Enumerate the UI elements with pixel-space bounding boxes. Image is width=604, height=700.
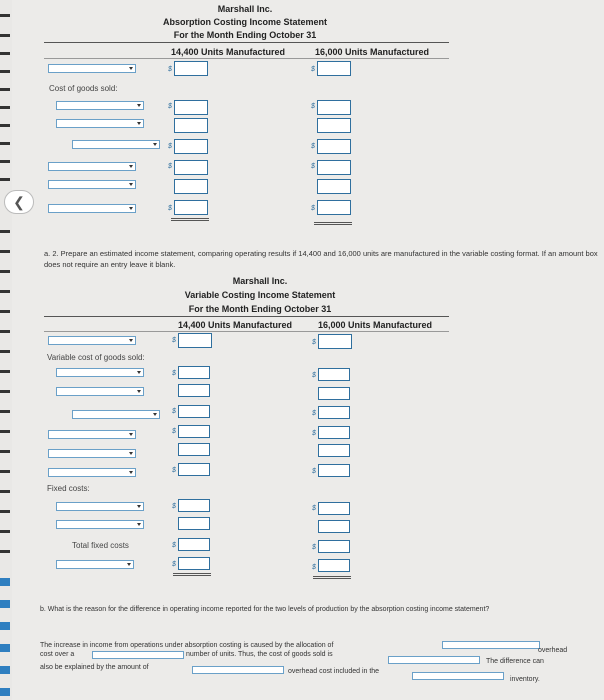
amount-input[interactable] <box>318 387 350 400</box>
variable-col1-header: 14,400 Units Manufactured <box>178 320 293 330</box>
line-item-dropdown[interactable] <box>56 502 144 511</box>
dollar-sign: $ <box>168 66 172 73</box>
part-b-sentence-3-mid: overhead cost included in the <box>288 668 380 675</box>
amount-input[interactable] <box>174 160 208 175</box>
amount-input[interactable] <box>317 139 351 154</box>
absorption-title: Absorption Costing Income Statement <box>162 17 327 27</box>
amount-input[interactable] <box>317 118 351 133</box>
absorption-col1-header: 14,400 Units Manufactured <box>171 47 286 57</box>
line-item-dropdown[interactable] <box>56 119 144 128</box>
nav-tick[interactable] <box>0 550 10 553</box>
part-b-question: b. What is the reason for the difference in operating income reported for the two levels of production by the absorption costing income statement? <box>40 606 490 613</box>
nav-tick[interactable] <box>0 430 10 433</box>
nav-tick[interactable] <box>0 250 10 253</box>
question-nav-sidebar <box>0 0 12 700</box>
nav-tick-active[interactable] <box>0 622 10 630</box>
amount-input[interactable] <box>178 443 210 456</box>
amount-input[interactable] <box>317 160 351 175</box>
amount-input[interactable] <box>318 540 350 553</box>
amount-input[interactable] <box>318 406 350 419</box>
line-item-dropdown[interactable] <box>72 140 160 149</box>
dollar-sign: $ <box>312 468 316 475</box>
amount-input[interactable] <box>318 464 350 477</box>
part-b-sentence-2-end: The difference can <box>486 658 544 665</box>
line-item-dropdown[interactable] <box>72 410 160 419</box>
nav-tick[interactable] <box>0 450 10 453</box>
dollar-sign: $ <box>311 205 315 212</box>
line-item-dropdown[interactable] <box>48 204 136 213</box>
variable-cogs-label: Variable cost of goods sold: <box>47 353 145 362</box>
amount-input[interactable] <box>178 405 210 418</box>
amount-input[interactable] <box>318 426 350 439</box>
nav-tick[interactable] <box>0 124 10 127</box>
dollar-sign: $ <box>311 143 315 150</box>
variable-company: Marshall Inc. <box>232 276 288 286</box>
nav-tick[interactable] <box>0 34 10 37</box>
amount-input[interactable] <box>174 100 208 115</box>
amount-input[interactable] <box>174 179 208 194</box>
dollar-sign: $ <box>311 103 315 110</box>
part-b-sentence-2-start: cost over a <box>40 651 75 658</box>
amount-input[interactable] <box>174 61 208 76</box>
answer-dropdown[interactable] <box>442 641 540 649</box>
dollar-sign: $ <box>172 428 176 435</box>
dollar-sign: $ <box>311 66 315 73</box>
part-b-sentence-1: The increase in income from operations under absorption costing is caused by the allocation of <box>40 642 334 649</box>
nav-tick[interactable] <box>0 178 10 181</box>
nav-tick[interactable] <box>0 310 10 313</box>
amount-input[interactable] <box>318 444 350 457</box>
amount-input[interactable] <box>317 100 351 115</box>
amount-input[interactable] <box>178 557 210 570</box>
nav-tick[interactable] <box>0 14 10 17</box>
nav-tick[interactable] <box>0 530 10 533</box>
answer-dropdown[interactable] <box>92 651 184 659</box>
amount-input[interactable] <box>178 366 210 379</box>
part-b-sentence-3-end: inventory. <box>510 676 540 683</box>
line-item-dropdown[interactable] <box>48 430 136 439</box>
total-fixed-costs-label: Total fixed costs <box>72 541 129 550</box>
amount-input[interactable] <box>174 200 208 215</box>
dollar-sign: $ <box>312 410 316 417</box>
nav-tick[interactable] <box>0 370 10 373</box>
variable-title: Variable Costing Income Statement <box>184 290 336 300</box>
amount-input[interactable] <box>178 538 210 551</box>
part-b-sentence-1-end: overhead <box>538 647 568 654</box>
dollar-sign: $ <box>168 103 172 110</box>
amount-input[interactable] <box>317 61 351 76</box>
dollar-sign: $ <box>312 505 316 512</box>
dollar-sign: $ <box>172 408 176 415</box>
line-item-dropdown[interactable] <box>48 64 136 73</box>
nav-tick-active[interactable] <box>0 688 10 696</box>
line-item-dropdown[interactable] <box>48 162 136 171</box>
nav-tick[interactable] <box>0 70 10 73</box>
variable-col2-header: 16,000 Units Manufactured <box>318 320 433 330</box>
amount-input[interactable] <box>317 179 351 194</box>
nav-tick[interactable] <box>0 290 10 293</box>
nav-tick[interactable] <box>0 510 10 513</box>
nav-tick[interactable] <box>0 160 10 163</box>
amount-input[interactable] <box>178 425 210 438</box>
dollar-sign: $ <box>168 143 172 150</box>
line-item-dropdown[interactable] <box>56 101 144 110</box>
nav-tick[interactable] <box>0 52 10 55</box>
dollar-sign: $ <box>168 163 172 170</box>
part-a2-prompt: a. 2. Prepare an estimated income statement, comparing operating results if 14,400 and 16,000 units are manufactured in the variable costing format. If an amount box does not require an entry leave it blank. <box>44 249 598 269</box>
dollar-sign: $ <box>312 339 316 346</box>
nav-tick[interactable] <box>0 470 10 473</box>
amount-input[interactable] <box>318 559 350 572</box>
line-item-dropdown[interactable] <box>56 387 144 396</box>
part-b-sentence-2-mid: number of units. Thus, the cost of goods sold is <box>186 651 333 658</box>
answer-dropdown[interactable] <box>412 672 504 680</box>
line-item-dropdown[interactable] <box>56 520 144 529</box>
amount-input[interactable] <box>178 333 212 348</box>
line-item-dropdown[interactable] <box>48 180 136 189</box>
amount-input[interactable] <box>317 200 351 215</box>
nav-tick-active[interactable] <box>0 600 10 608</box>
dollar-sign: $ <box>172 503 176 510</box>
amount-input[interactable] <box>178 463 210 476</box>
amount-input[interactable] <box>318 368 350 381</box>
dollar-sign: $ <box>172 337 176 344</box>
nav-tick[interactable] <box>0 350 10 353</box>
nav-tick[interactable] <box>0 142 10 145</box>
dollar-sign: $ <box>312 564 316 571</box>
dollar-sign: $ <box>168 205 172 212</box>
back-button[interactable] <box>4 190 34 214</box>
nav-tick-active[interactable] <box>0 644 10 652</box>
absorption-period: For the Month Ending October 31 <box>173 30 317 40</box>
nav-tick[interactable] <box>0 106 10 109</box>
amount-input[interactable] <box>174 139 208 154</box>
amount-input[interactable] <box>318 334 352 349</box>
nav-tick[interactable] <box>0 230 10 233</box>
line-item-dropdown[interactable] <box>48 468 136 477</box>
nav-tick-active[interactable] <box>0 666 10 674</box>
dollar-sign: $ <box>312 430 316 437</box>
dollar-sign: $ <box>172 370 176 377</box>
amount-input[interactable] <box>174 118 208 133</box>
absorption-company: Marshall Inc. <box>217 4 273 14</box>
amount-input[interactable] <box>178 499 210 512</box>
amount-input[interactable] <box>318 520 350 533</box>
amount-input[interactable] <box>318 502 350 515</box>
nav-tick[interactable] <box>0 88 10 91</box>
dollar-sign: $ <box>172 542 176 549</box>
absorption-col2-header: 16,000 Units Manufactured <box>315 47 430 57</box>
nav-tick[interactable] <box>0 330 10 333</box>
dollar-sign: $ <box>312 544 316 551</box>
line-item-dropdown[interactable] <box>48 449 136 458</box>
nav-tick[interactable] <box>0 390 10 393</box>
line-item-dropdown[interactable] <box>48 336 136 345</box>
dollar-sign: $ <box>311 163 315 170</box>
line-item-dropdown[interactable] <box>56 368 144 377</box>
answer-dropdown[interactable] <box>388 656 480 664</box>
line-item-dropdown[interactable] <box>56 560 134 569</box>
nav-tick[interactable] <box>0 410 10 413</box>
dollar-sign: $ <box>172 561 176 568</box>
nav-tick-active[interactable] <box>0 578 10 586</box>
dollar-sign: $ <box>312 372 316 379</box>
amount-input[interactable] <box>178 517 210 530</box>
part-b-sentence-3-start: also be explained by the amount of <box>40 664 149 671</box>
cogs-label: Cost of goods sold: <box>49 84 118 93</box>
answer-dropdown[interactable] <box>192 666 284 674</box>
variable-period: For the Month Ending October 31 <box>188 304 332 314</box>
nav-tick[interactable] <box>0 270 10 273</box>
nav-tick[interactable] <box>0 490 10 493</box>
chevron-left-icon: ❮ <box>13 193 25 210</box>
fixed-costs-label: Fixed costs: <box>47 484 90 493</box>
amount-input[interactable] <box>178 384 210 397</box>
dollar-sign: $ <box>172 467 176 474</box>
